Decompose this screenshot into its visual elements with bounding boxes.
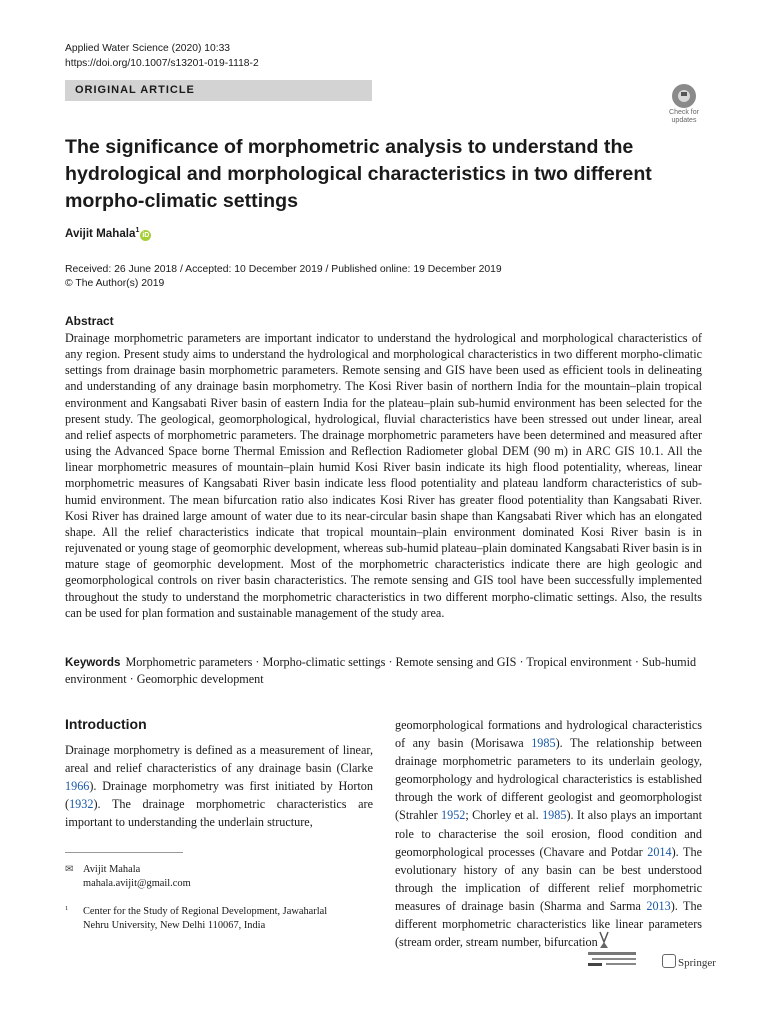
envelope-icon: ✉ (65, 864, 74, 875)
citation-link[interactable]: 1932 (69, 797, 94, 812)
footnote-divider (65, 852, 183, 853)
author-name: Avijit Mahala (65, 227, 136, 240)
citation-link[interactable]: 1985 (531, 736, 556, 751)
article-title: The significance of morphometric analysis to understand the hydrological and morphological characteristics in two different morpho-climatic settings (65, 136, 652, 212)
introduction-heading: Introduction (65, 716, 147, 732)
publisher-name: Springer (678, 957, 716, 969)
history-dates: Received: 26 June 2018 / Accepted: 10 December 2019 / Published online: 19 December 2019 (65, 264, 502, 275)
affiliation-footnote (65, 902, 365, 933)
citation-link[interactable]: 1985 (542, 808, 567, 823)
keywords (65, 654, 702, 687)
check-for-updates-icon (672, 84, 696, 108)
publisher-logo (662, 954, 716, 969)
paragraph-text: ). The different morphometric characteristics like linear parameters (stream order, stream number, bifurcation (395, 898, 702, 950)
doi-link[interactable]: https://doi.org/10.1007/s13201-019-1118-2 (65, 58, 259, 69)
abstract-heading: Abstract (65, 314, 114, 328)
orcid-icon[interactable]: iD (142, 232, 150, 239)
affiliation-number: 1 (65, 905, 69, 912)
citation-link[interactable]: 1966 (65, 779, 90, 794)
paragraph-text: Drainage morphometry is defined as a measurement of linear, areal and relief characteristics of any drainage basin (Clarke (65, 743, 373, 776)
citation-link[interactable]: 2013 (646, 898, 671, 913)
journal-header (65, 41, 259, 71)
intro-column-right (395, 716, 702, 951)
paragraph-text: geomorphological formations and hydrological characteristics of any basin (Morisawa (395, 718, 702, 751)
paragraph-text: ). The drainage morphometric characteristics are important to understanding the underlain structure, (65, 797, 373, 830)
journal-citation: Applied Water Science (2020) 10:33 (65, 43, 231, 54)
keywords-text: Morphometric parameters · Morpho-climatic settings · Remote sensing and GIS · Tropical environment · Sub-humid environment · Geomorphic development (65, 655, 697, 687)
paragraph-text: ; Chorley et al. (465, 808, 543, 823)
copyright: © The Author(s) 2019 (65, 278, 165, 290)
paragraph-text: ). The evolutionary history of any basin can be best understood through the implication of different relief morphometric measures of drainage basin (Sharma and Sarma (395, 844, 702, 913)
paragraph-text: ). The relationship between drainage morphometric parameters to its underlain geology, geomorphology and hydrological characteristics is established through the work of different geologist and geomorphologist (Strahler (395, 736, 702, 823)
citation-link[interactable]: 1952 (441, 808, 466, 823)
springer-horse-icon (662, 954, 676, 968)
check-for-updates-badge[interactable] (664, 84, 704, 125)
paragraph-text: ). It also plays an important role to characterise the soil erosion, flood condition and geomorphological processes (Chavare and Potdar (395, 808, 703, 859)
author-email[interactable]: mahala.avijit@gmail.com (83, 878, 191, 889)
affiliation-line-1: Center for the Study of Regional Development, Jawaharlal (83, 906, 328, 917)
corresponding-author (65, 863, 191, 891)
abstract-text: Drainage morphometric parameters are important indicator to understand the hydrological and morphological characteristics of any region. Present study aims to understand the hydrological and morphological characteristics in two different morpho-climatic settings from drainage basin morphometric parameters. Remote sensing and GIS have been used as efficient tools in delineating and understanding of any drainage basin morphometry. The Kosi River basin of northern India for the mountain–plain tropical environment and Kangsabati River basin of eastern India for the plateau–plain sub-humid environment has been selected for the present study. The geological, geomorphological, hydrological, fluvial characteristics have been stressed out under linear, areal and relief aspects of morphometric parameters. The drainage morphometric parameters have been determined and measured after using the Advanced Space borne Thermal Emission and Reflection Radiometer global DEM (90 m) in ARC GIS 10.1. All the linear morphometric measures of mountain–plain humid Kosi River basin indicate its high flood potentiality, whereas, linear morphometric measures of Kangsabati River basin indicate less flood potentiality and plateau landform characteristics of sub-humid environment. The mean bifurcation ratio also indicates Kosi River has greater flood potentiality than Kangsabati River. Kosi River has drained large amount of water due to its near-circular basin shape than Kangsabati River which has an elongated shape. All the relief characteristics indicate that tropical mountain–plain environment dominated Kosi River basin is in rejuvenated or young stage of geomorphic development, whereas sub-humid plateau–plain dominated Kangsabati River basin is in mature stage of geomorphic development. Most of the morphometric characteristics indicate there are high geologic and geomorphological controls on river basin characteristics. The remote sensing and GIS tool have been successfully implemented throughout the study to understand the morphometric characteristics in two different morpho-climatic settings. Also, the results can be used for plan formation and sustainable management of the study area. (65, 331, 702, 620)
article-type-banner: ORIGINAL ARTICLE (65, 80, 372, 101)
affiliation-line-2: Nehru University, New Delhi 110067, India (83, 920, 266, 931)
citation-link[interactable]: 2014 (647, 844, 672, 859)
paragraph-text: ). Drainage morphometry was first initiated by Horton ( (65, 779, 373, 812)
keywords-heading: Keywords (65, 656, 121, 669)
intro-column-left (65, 741, 373, 831)
affiliation-mark: 1 (135, 227, 140, 235)
check-for-updates-label: Check for updates (669, 109, 699, 124)
author-line (65, 227, 151, 241)
article-history (65, 263, 502, 292)
kacst-logo (588, 930, 658, 970)
footnote-author-name: Avijit Mahala (83, 864, 141, 875)
